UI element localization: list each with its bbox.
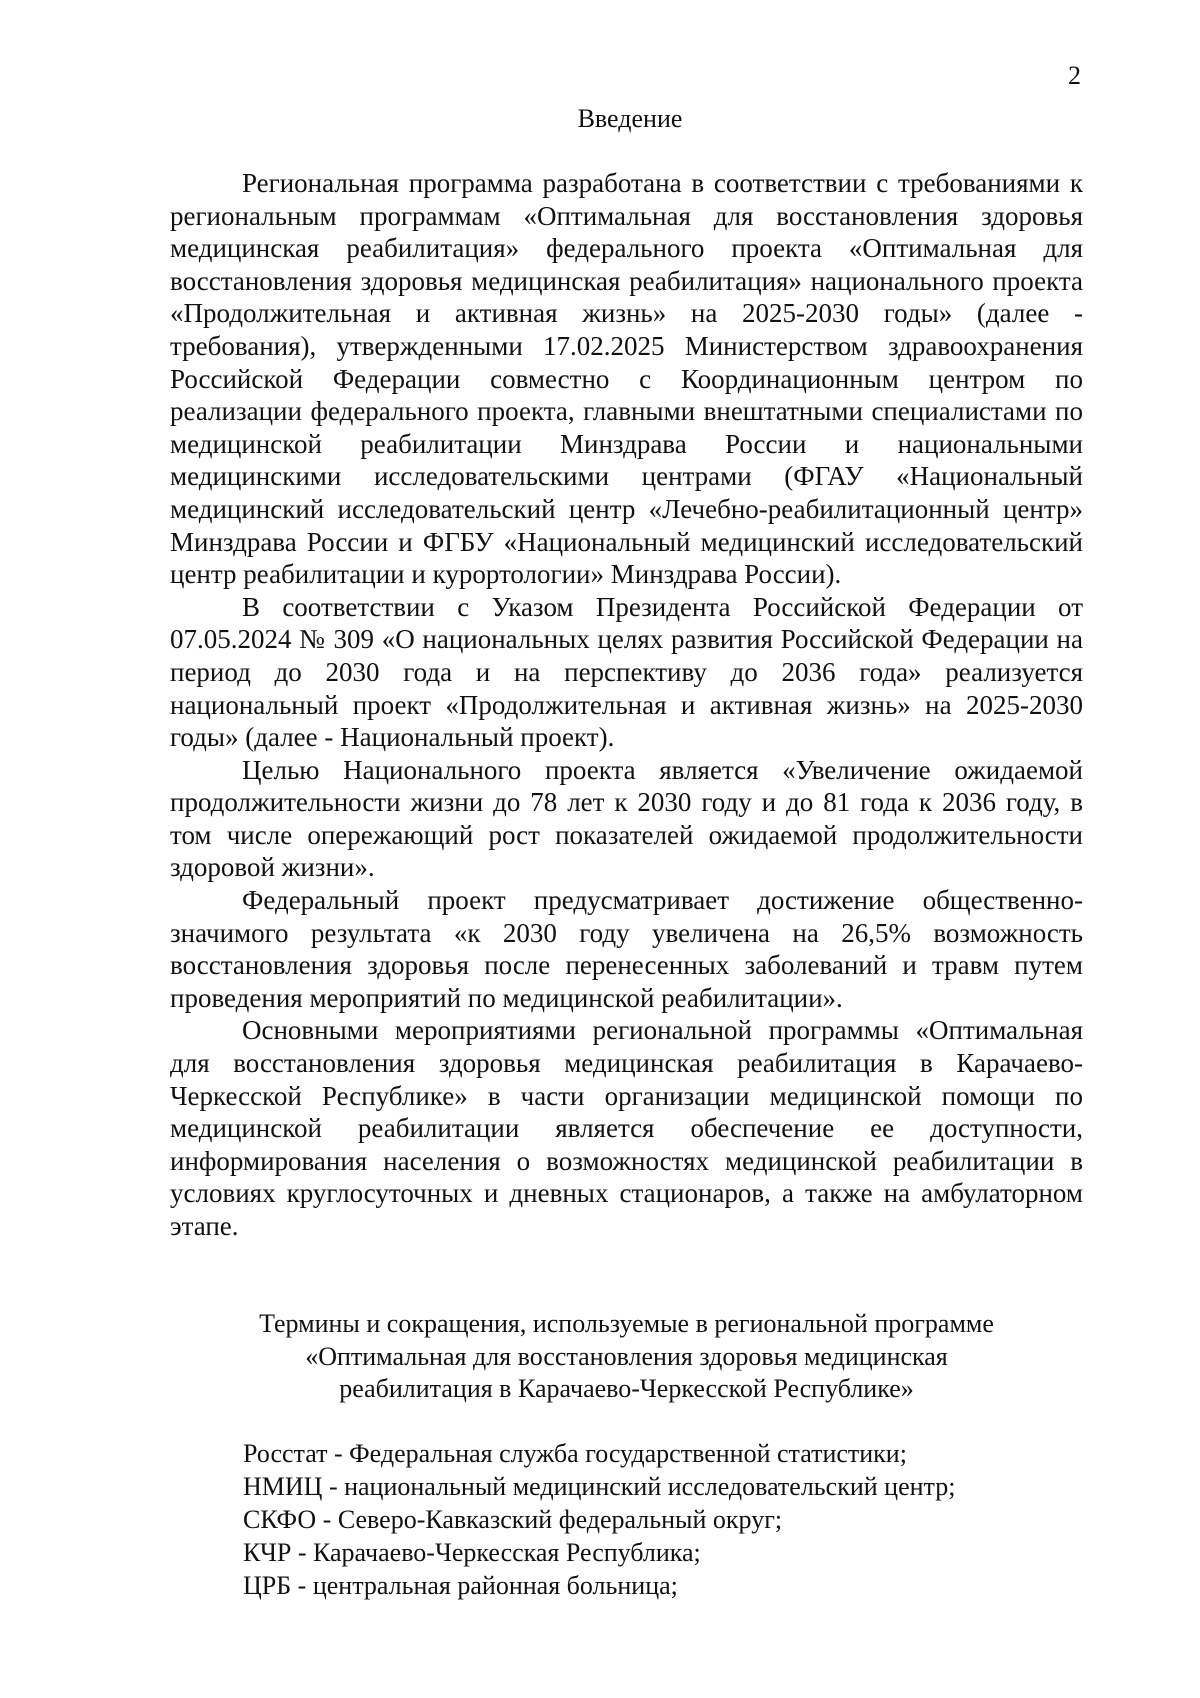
term-item-nmic: НМИЦ - национальный медицинский исследовательский центр; bbox=[243, 1472, 956, 1501]
page-number: 2 bbox=[1068, 61, 1081, 90]
section-title: Введение bbox=[577, 104, 683, 133]
paragraph-main-activities: Основными мероприятиями региональной программы «Оптимальная для восстановления здоровья медицинская реабилитация в Карачаево-Черкесской Республике» в части организации медицинской помощи по медицинской реабилитации является обеспечение ее доступности, информирования населения о возможностях медицинской реабилитации в условиях круглосуточных и дневных стационаров, а также на амбулаторном этапе. bbox=[170, 1015, 1083, 1241]
terms-heading bbox=[170, 1308, 1083, 1406]
term-item-skfo: СКФО - Северо-Кавказский федеральный округ; bbox=[243, 1505, 783, 1534]
term-item-rosstat: Росстат - Федеральная служба государственной статистики; bbox=[243, 1439, 907, 1468]
terms-heading-line: Термины и сокращения, используемые в региональной программе bbox=[259, 1309, 994, 1338]
term-item-crb: ЦРБ - центральная районная больница; bbox=[243, 1571, 678, 1600]
terms-list bbox=[243, 1437, 1103, 1602]
terms-heading-line: «Оптимальная для восстановления здоровья медицинская bbox=[305, 1341, 948, 1371]
paragraph-goal: Целью Национального проекта является «Увеличение ожидаемой продолжительности жизни до 78 лет к 2030 году и до 81 года к 2036 году, в том числе опережающий рост показателей ожидаемой продолжительности здоровой жизни». bbox=[170, 754, 1083, 883]
paragraph-requirements: Региональная программа разработана в соответствии с требованиями к региональным программам «Оптимальная для восстановления здоровья медицинская реабилитация» федерального проекта «Оптимальная для восстановления здоровья медицинская реабилитация» национального проекта «Продолжительная и активная жизнь» на 2025-2030 годы» (далее - требования), утвержденными 17.02.2025 Министерством здравоохранения Российской Федерации совместно с Координационным центром по реализации федерального проекта, главными внештатными специалистами по медицинской реабилитации Минздрава России и национальными медицинскими исследовательскими центрами (ФГАУ «Национальный медицинский исследовательский центр «Лечебно-реабилитационный центр» Минздрава России и ФГБУ «Национальный медицинский исследовательский центр реабилитации и курортологии» Минздрава России). bbox=[170, 168, 1083, 590]
paragraph-federal-project: Федеральный проект предусматривает достижение общественно-значимого результата «к 2030 году увеличена на 26,5% возможность восстановления здоровья после перенесенных заболеваний и травм путем проведения мероприятий по медицинской реабилитации». bbox=[170, 885, 1083, 1013]
term-item-kchr: КЧР - Карачаево-Черкесская Республика; bbox=[243, 1538, 701, 1567]
introduction-body bbox=[170, 167, 1083, 1243]
terms-heading-line: реабилитация в Карачаево-Черкесской Республике» bbox=[339, 1374, 914, 1403]
paragraph-decree: В соответствии с Указом Президента Российской Федерации от 07.05.2024 № 309 «О национальных целях развития Российской Федерации на период до 2030 года и на перспективу до 2036 года» реализуется национальный проект «Продолжительная и активная жизнь» на 2025-2030 годы» (далее - Национальный проект). bbox=[170, 591, 1083, 753]
